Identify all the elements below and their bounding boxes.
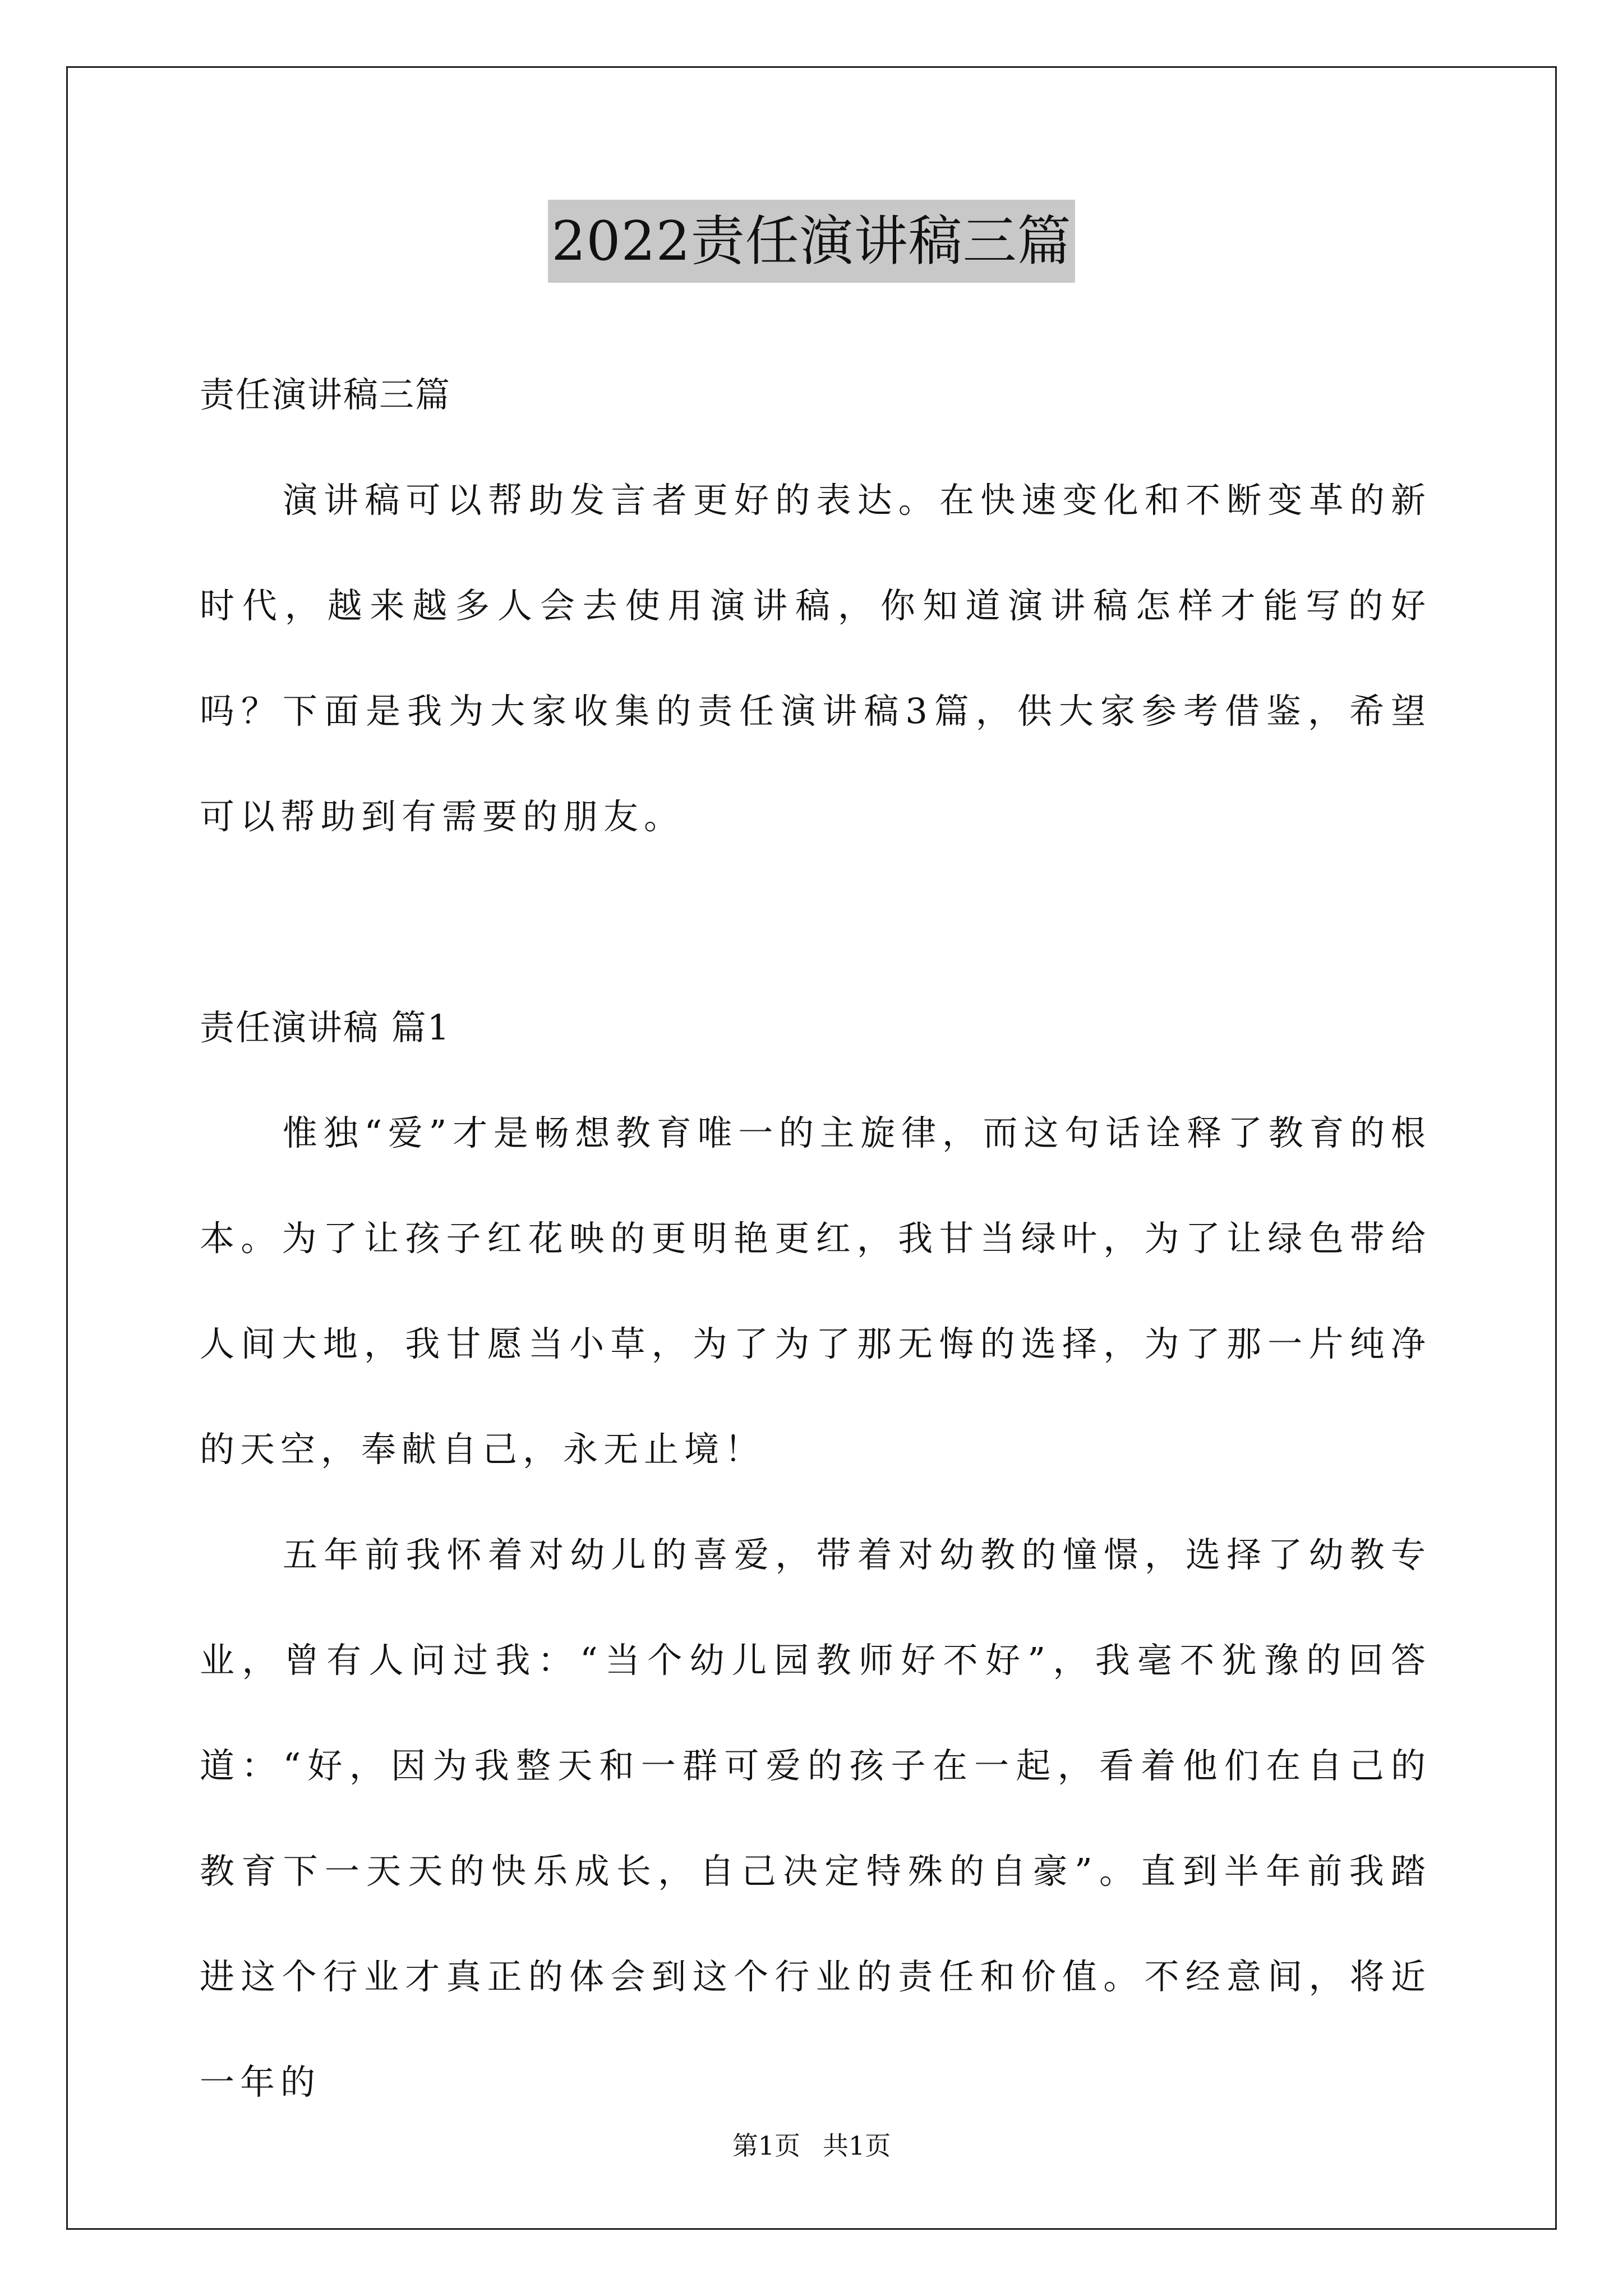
document-subtitle: 责任演讲稿三篇 [200,374,451,415]
section-spacer [200,869,1431,975]
page-number: 第1页 [732,2131,800,2161]
document-title: 2022责任演讲稿三篇 [548,200,1075,283]
body-paragraph: 五年前我怀着对幼儿的喜爱，带着对幼教的憧憬，选择了幼教专业，曾有人问过我：“当个幼儿园教师好不好”，我毫不犹豫的回答道：“好，因为我整天和一群可爱的孩子在一起，看着他们在自己的教育下一天天的快乐成长，自己决定特殊的自豪”。直到半年前我踏进这个行业才真正的体会到这个行业的责任和价值。不经意间，将近一年的 [200,1534,1431,2102]
section-heading: 责任演讲稿 篇1 [200,1007,451,1048]
title-block [0,200,1623,283]
page-footer [0,2129,1623,2162]
intro-paragraph: 演讲稿可以帮助发言者更好的表达。在快速变化和不断变革的新时代，越来越多人会去使用演讲稿，你知道演讲稿怎样才能写的好吗？下面是我为大家收集的责任演讲稿3篇，供大家参考借鉴，希望可以帮助到有需要的朋友。 [200,480,1431,837]
body-paragraph: 惟独“爱”才是畅想教育唯一的主旋律，而这句话诠释了教育的根本。为了让孩子红花映的更明艳更红，我甘当绿叶，为了让绿色带给人间大地，我甘愿当小草，为了为了那无悔的选择，为了那一片纯净的天空，奉献自己，永无止境！ [200,1112,1431,1470]
page-total: 共1页 [823,2131,891,2161]
document-body [200,342,1431,2135]
